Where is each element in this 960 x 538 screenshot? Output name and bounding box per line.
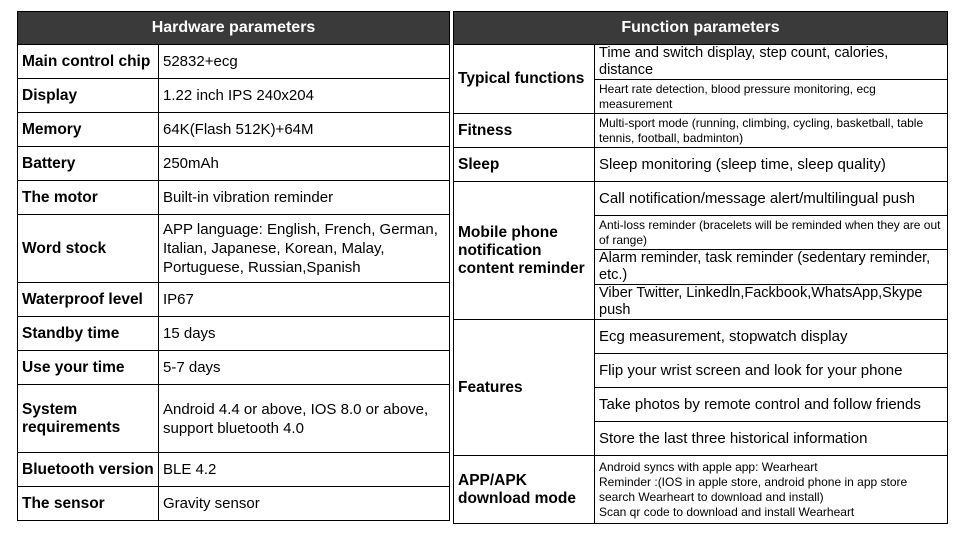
row-label: System requirements [18,385,159,453]
row-label: Battery [18,147,159,181]
app-download-line: Reminder :(IOS in apple store, android phone in app store [599,474,908,489]
features-label: Features [454,320,595,456]
hardware-parameters-table [17,11,450,521]
table-row [454,182,948,216]
row-value: Gravity sensor [159,487,450,521]
row-label: The motor [18,181,159,215]
row-value: 250mAh [159,147,450,181]
row-value: 15 days [159,317,450,351]
sleep-label: Sleep [454,148,595,182]
fitness-label: Fitness [454,114,595,148]
table-row [18,147,450,181]
app-download-line: Scan qr code to download and install Wearheart [599,504,855,519]
typical-function-item: Time and switch display, step count, calories, distance [595,45,948,80]
function-header: Function parameters [454,12,948,45]
row-value: APP language: English, French, German, Italian, Japanese, Korean, Malay, Portuguese, Russian,Spanish [159,215,450,283]
typical-functions-label: Typical functions [454,45,595,114]
row-value: 52832+ecg [159,45,450,79]
table-row [454,148,948,182]
mobile-notification-item: Alarm reminder, task reminder (sedentary reminder, etc.) [595,250,948,285]
app-download-line: search Wearheart to download and install) [599,489,824,504]
row-label: Standby time [18,317,159,351]
table-row [18,45,450,79]
feature-item: Flip your wrist screen and look for your phone [595,354,948,388]
feature-item: Ecg measurement, stopwatch display [595,320,948,354]
table-row [18,487,450,521]
feature-item: Store the last three historical information [595,422,948,456]
row-value: IP67 [159,283,450,317]
mobile-notification-item: Call notification/message alert/multilingual push [595,182,948,216]
row-label: Word stock [18,215,159,283]
table-row [454,45,948,80]
row-label: Memory [18,113,159,147]
table-row [454,456,948,524]
mobile-notification-item: Viber Twitter, Linkedln,Fackbook,WhatsApp,Skype push [595,285,948,320]
row-label: The sensor [18,487,159,521]
row-label: Main control chip [18,45,159,79]
table-row [18,351,450,385]
table-row [454,114,948,148]
row-value: Android 4.4 or above, IOS 8.0 or above, support bluetooth 4.0 [159,385,450,453]
row-value: 1.22 inch IPS 240x204 [159,79,450,113]
row-label: Waterproof level [18,283,159,317]
table-row [18,385,450,453]
table-row [18,181,450,215]
table-row [18,283,450,317]
fitness-value: Multi-sport mode (running, climbing, cycling, basketball, table tennis, football, badminton) [595,114,948,148]
sleep-value: Sleep monitoring (sleep time, sleep quality) [595,148,948,182]
table-row [18,215,450,283]
row-value: Built-in vibration reminder [159,181,450,215]
row-label: Use your time [18,351,159,385]
app-download-label: APP/APK download mode [454,456,595,524]
row-label: Bluetooth version [18,453,159,487]
row-value: BLE 4.2 [159,453,450,487]
table-row [18,453,450,487]
mobile-notification-label: Mobile phone notification content reminder [454,182,595,320]
table-row [454,320,948,354]
typical-function-item: Heart rate detection, blood pressure monitoring, ecg measurement [595,80,948,114]
mobile-notification-item: Anti-loss reminder (bracelets will be reminded when they are out of range) [595,216,948,250]
table-row [18,113,450,147]
function-parameters-table [453,11,948,524]
feature-item: Take photos by remote control and follow friends [595,388,948,422]
app-download-value [595,456,948,524]
row-value: 5-7 days [159,351,450,385]
table-row [18,317,450,351]
app-download-line: Android syncs with apple app: Wearheart [599,459,818,474]
row-label: Display [18,79,159,113]
row-value: 64K(Flash 512K)+64M [159,113,450,147]
table-row [18,79,450,113]
hardware-header: Hardware parameters [18,12,450,45]
